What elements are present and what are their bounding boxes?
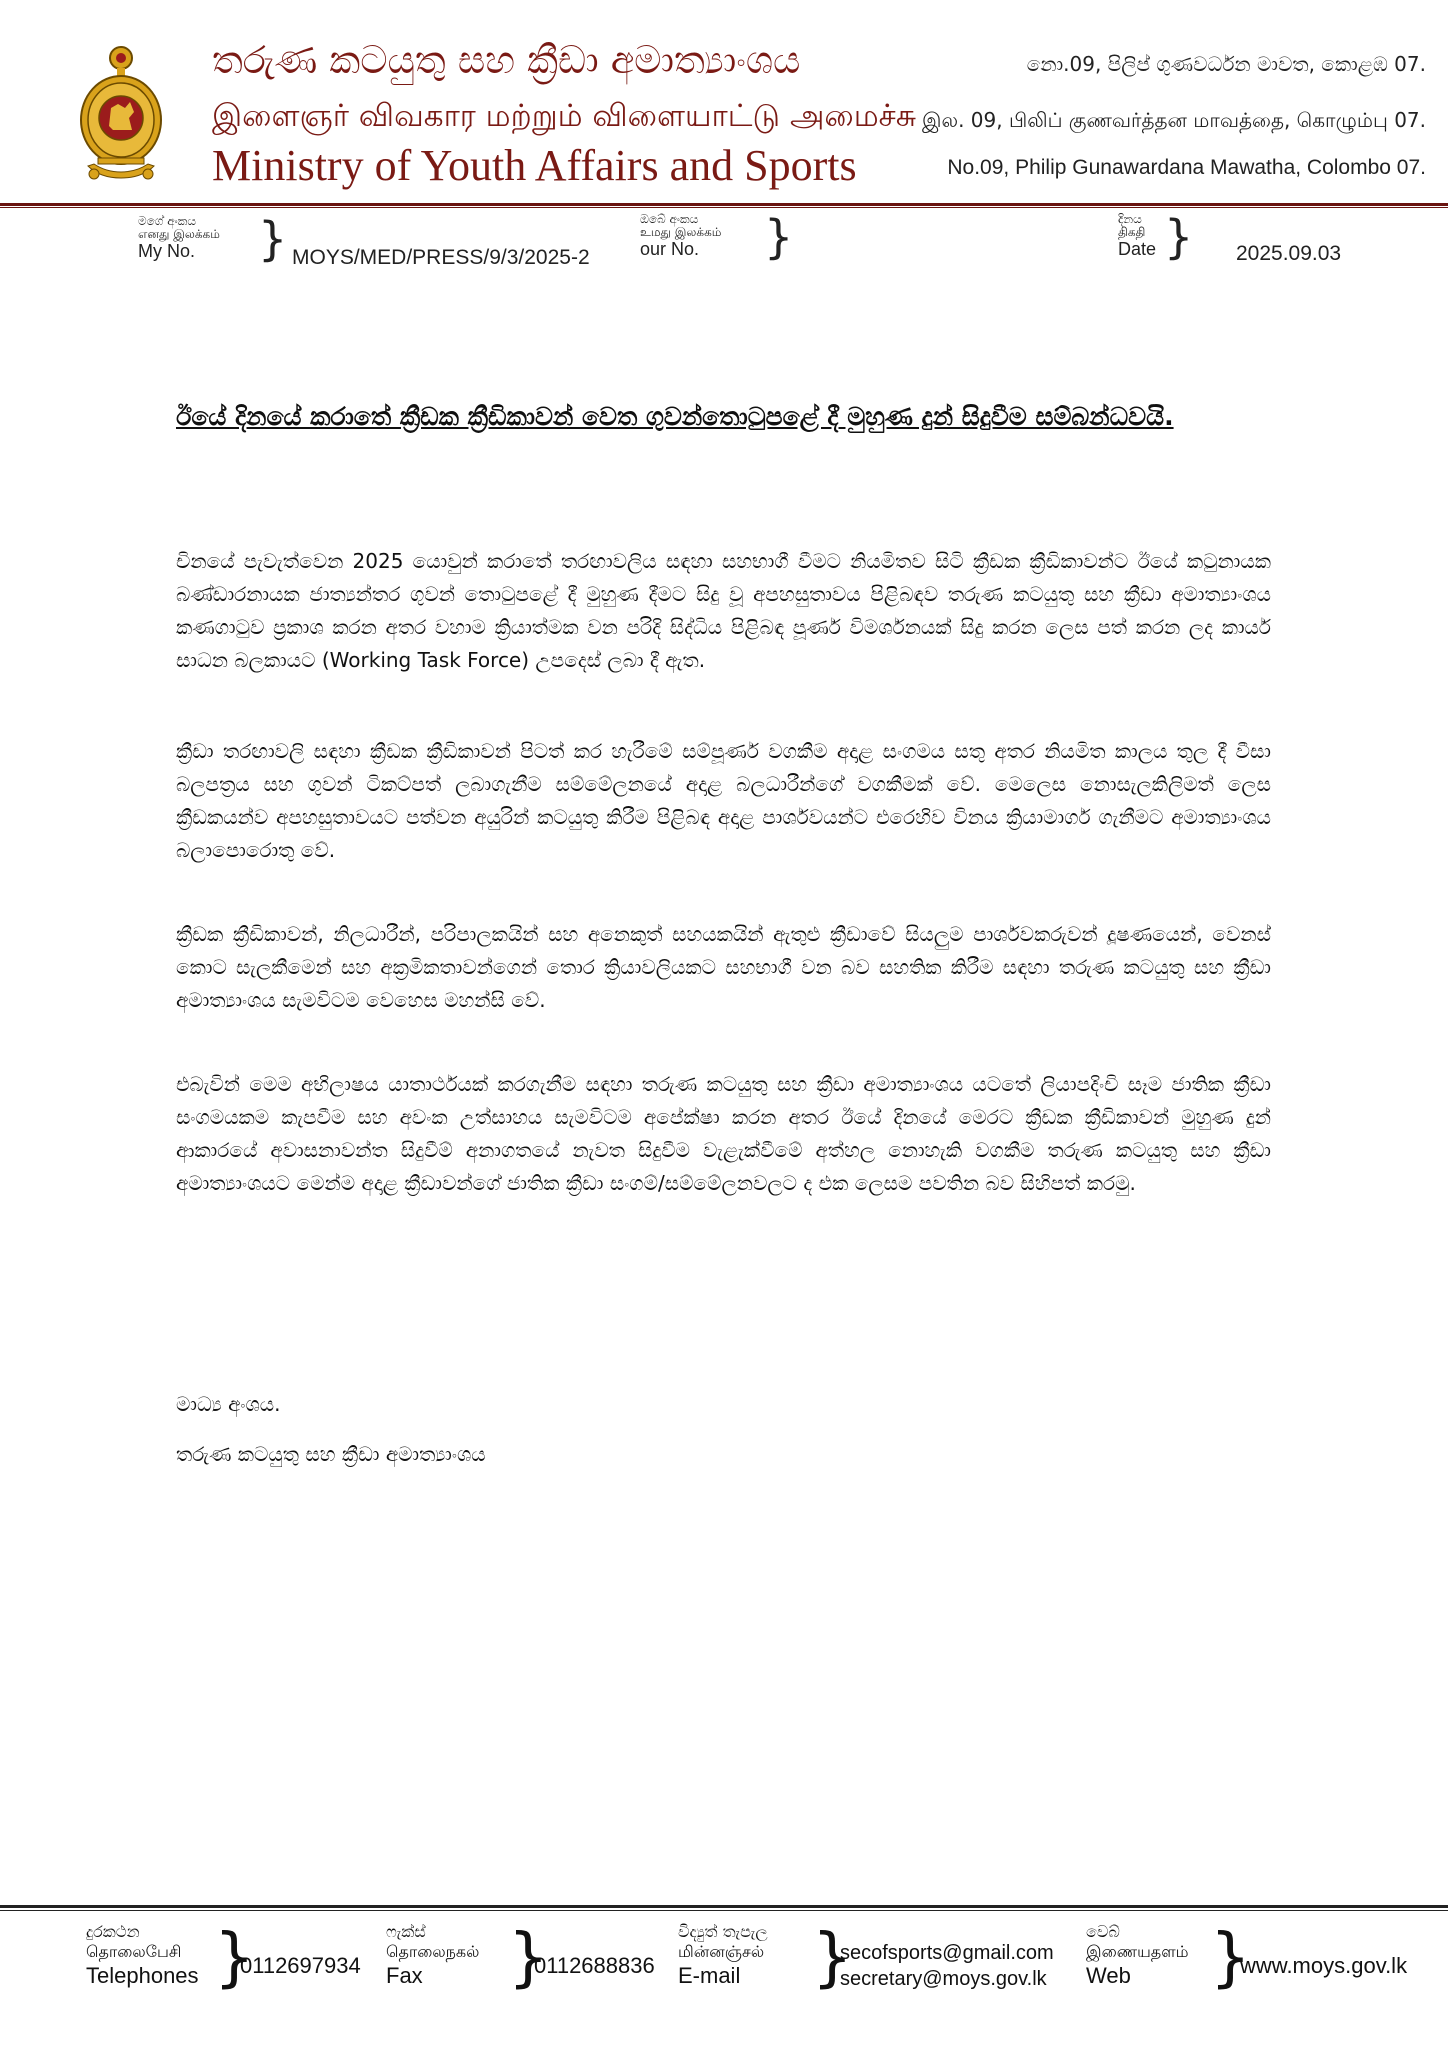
fax-label-en: Fax xyxy=(386,1963,423,1988)
address-english: No.09, Philip Gunawardana Mawatha, Colombo 07. xyxy=(947,156,1426,179)
telephone-value[interactable]: 0112697934 xyxy=(240,1953,361,1978)
fax-label-ta: தொலைநகல் xyxy=(386,1942,480,1961)
paragraph-3: ක්‍රීඩක ක්‍රීඩිකාවන්, නිලධාරීන්, පරිපාලකයින් සහ අනෙකුත් සහයකයින් ඇතුළු ක්‍රීඩාවේ සියලුම පාර්ශවකරුවන් දූෂණයෙන්, වෙනස් කොට සැලකීමෙන් සහ අක්‍රමිකතාවන්ගෙන් තොර ක්‍රියාවලියකට සහභාගී වන බව සහතික කිරීම සඳහා තරුණ කටයුතු සහ ක්‍රීඩා අමාත්‍යාංශය සැමවිටම වෙහෙස මහන්සි වේ. xyxy=(176,922,1271,1012)
your-no-label-en: our No. xyxy=(640,239,700,259)
your-no-label-ta: உமது இலக்கம் xyxy=(640,225,722,239)
date-brace: } xyxy=(1164,210,1194,264)
web-brace: } xyxy=(1210,1921,1251,1995)
telephone-label-ta: தொலைபேசி xyxy=(86,1942,182,1961)
my-no-brace: } xyxy=(258,212,288,266)
date-label-ta: திகதி xyxy=(1118,225,1146,239)
header-title-tamil: இளைஞர் விவகார மற்றும் விளையாட்டு அமைச்சு xyxy=(212,98,917,134)
email-link-1[interactable]: secofsports@gmail.com xyxy=(840,1942,1054,1964)
paragraph-1: චිනයේ පැවැත්වෙන 2025 යොවුන් කරාතේ තරඟාවලිය සඳහා සහභාගී වීමට නියමිතව සිටි ක්‍රීඩක ක්‍රීඩිකාවන්ට ඊයේ කටුනායක බණ්ඩාරනායක ජාත්‍යන්තර ගුවන් තොටුපළේ දී මුහුණ දීමට සිදු වූ අපහසුතාවය පිළිබඳව තරුණ කටයුතු සහ ක්‍රීඩා අමාත්‍යාංශය කණගාටුව ප්‍රකාශ කරන අතර වහාම ක්‍රියාත්මක වන පරිදි සිද්ධිය පිළිබඳ පූර්ණ විමර්ශනයක් සිදු කරන ලෙස පත් කරන ලද කාර්ය සාධන බලකායට (Working Task Force) උපදෙස් ලබා දී ඇත. xyxy=(176,549,1271,672)
web-link[interactable]: www.moys.gov.lk xyxy=(1240,1953,1408,1978)
address-sinhala: නො.09, පිලිප් ගුණවර්ධන මාවත, කොළඹ 07. xyxy=(1026,52,1426,76)
header-title-sinhala: තරුණ කටයුතු සහ ක්‍රීඩා අමාත්‍යාංශය xyxy=(212,38,801,82)
my-no-value: MOYS/MED/PRESS/9/3/2025-2 xyxy=(292,246,590,269)
header-divider-thin xyxy=(0,207,1448,208)
fax-label-si: ෆැක්ස් xyxy=(386,1922,426,1941)
telephone-brace: } xyxy=(214,1921,255,1995)
header-divider xyxy=(0,203,1448,206)
email-link-2[interactable]: secretary@moys.gov.lk xyxy=(840,1968,1047,1990)
date-label-si: දිනය xyxy=(1118,212,1142,226)
sri-lanka-emblem-icon xyxy=(78,42,164,184)
your-no-label xyxy=(640,213,721,259)
signature-division: මාධ්‍ය අංශය. xyxy=(176,1392,281,1416)
web-label xyxy=(1086,1922,1189,1990)
your-no-brace: } xyxy=(764,210,794,264)
address-tamil: இல. 09, பிலிப் குணவர்த்தன மாவத்தை, கொழும்பு 07. xyxy=(922,108,1426,132)
my-no-label-ta: எனது இலக்கம் xyxy=(138,227,220,241)
fax-label xyxy=(386,1922,479,1990)
your-no-label-si: ඔබේ අංකය xyxy=(640,212,699,226)
my-no-label-en: My No. xyxy=(138,241,196,261)
document-title: ඊයේ දිනයේ කරාතේ ක්‍රීඩක ක්‍රීඩිකාවන් වෙත ගුවන්තොටුපළේ දී මුහුණ දුන් සිදුවීම සම්බන්ධවයි. xyxy=(176,402,1174,431)
header-title-english: Ministry of Youth Affairs and Sports xyxy=(212,141,857,190)
email-values xyxy=(840,1940,1054,1992)
fax-brace: } xyxy=(508,1921,549,1995)
telephone-label-si: දුරකථන xyxy=(86,1922,140,1941)
email-label-si: විද්‍යුත් තැපැල xyxy=(678,1922,768,1941)
email-label xyxy=(678,1922,768,1990)
email-label-en: E-mail xyxy=(678,1963,741,1988)
email-label-ta: மின்னஞ்சல் xyxy=(678,1942,765,1961)
fax-value: 0112688836 xyxy=(534,1953,655,1978)
my-no-label xyxy=(138,215,220,261)
telephone-label xyxy=(86,1922,199,1990)
email-brace: } xyxy=(812,1921,853,1995)
paragraph-4: එබැවින් මෙම අභිලාෂය යාතාර්ථයක් කරගැනීම සඳහා තරුණ කටයුතු සහ ක්‍රීඩා අමාත්‍යාංශය යටතේ ලියාපදිංචි සෑම ජාතික ක්‍රීඩා සංගමයකම කැපවීම සහ අවංක උත්සාහය සැමවිටම අපේක්ෂා කරන අතර ඊයේ දිනයේ මෙරට ක්‍රීඩක ක්‍රීඩිකාවන් මුහුණ දුන් ආකාරයේ අවාසනාවන්ත සිදුවීම් අනාගතයේ නැවත සිදුවීම වැළැක්වීමේ අත්හල නොහැකි වගකීම තරුණ කටයුතු සහ ක්‍රීඩා අමාත්‍යාංශයට මෙන්ම අදාළ ක්‍රීඩාවන්ගේ ජාතික ක්‍රීඩා සංගම්/සම්මේලනවලට ද එක ලෙසම පවතින බව සිහිපත් කරමු. xyxy=(176,1072,1271,1195)
date-label-en: Date xyxy=(1118,239,1157,259)
web-label-si: වෙබ් xyxy=(1086,1922,1120,1941)
telephone-label-en: Telephones xyxy=(86,1963,199,1988)
footer-divider xyxy=(0,1905,1448,1908)
footer-divider-thin xyxy=(0,1910,1448,1911)
paragraph-2: ක්‍රීඩා තරඟාවලි සඳහා ක්‍රීඩක ක්‍රීඩිකාවන් පිටත් කර හැරීමේ සම්පූර්ණ වගකීම අදාළ සංගමය සතු අතර නියමිත කාලය තුල දී වීසා බලපත්‍රය සහ ගුවන් ටිකට්පත් ලබාගැනීම සම්මේලනයේ අදාළ බලධාරීන්ගේ වගකීමක් වේ. මෙලෙස නොසැලකිලිමත් ලෙස ක්‍රීඩකයන්ව අපහසුතාවයට පත්වන අයුරින් කටයුතු කිරීම පිළිබඳ අදාළ පාර්ශවයන්ට එරෙහිව විනය ක්‍රියාමාර්ග ගැනීමට අමාත්‍යාංශය බලාපොරොතු වේ. xyxy=(176,739,1271,862)
date-value: 2025.09.03 xyxy=(1236,242,1342,265)
web-label-en: Web xyxy=(1086,1963,1131,1988)
signature-ministry: තරුණ කටයුතු සහ ක්‍රීඩා අමාත්‍යාංශය xyxy=(176,1442,486,1466)
my-no-label-si: මගේ අංකය xyxy=(138,214,197,228)
web-label-ta: இணையதளம் xyxy=(1086,1942,1189,1961)
date-label xyxy=(1118,213,1156,259)
